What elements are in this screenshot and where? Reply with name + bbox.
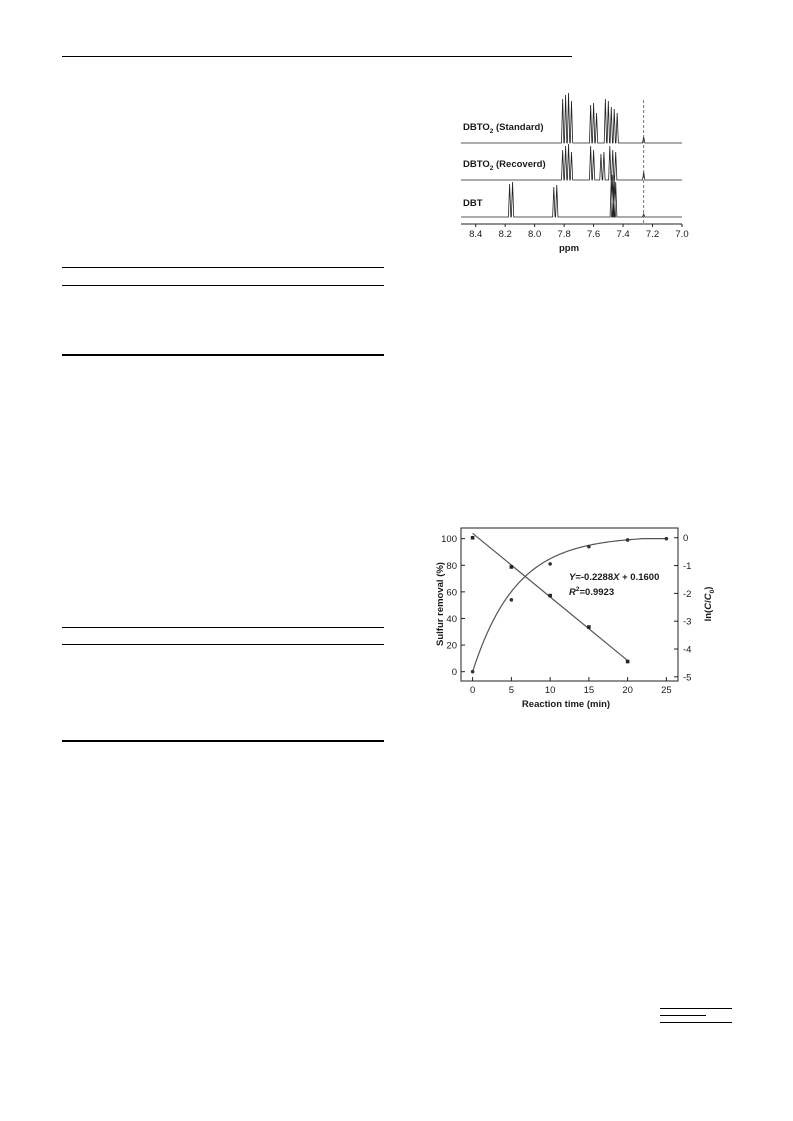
x-tick-label: 25 bbox=[661, 685, 672, 696]
y-right-tick-label: -1 bbox=[683, 561, 692, 573]
y-left-tick-label: 40 bbox=[446, 613, 457, 625]
x-tick-label: 20 bbox=[622, 685, 633, 696]
ln-point bbox=[626, 660, 630, 664]
x-tick-label: 10 bbox=[544, 685, 556, 696]
sulfur-removal-point bbox=[626, 538, 630, 542]
y-left-tick-label: 0 bbox=[451, 667, 457, 679]
y-right-tick-label: 0 bbox=[683, 533, 689, 545]
sulfur-removal-curve bbox=[473, 539, 667, 672]
nmr-tick-label: 8.4 bbox=[469, 229, 483, 240]
nmr-label-standard: $DBTO_2$ (Standard) bbox=[463, 122, 544, 135]
y-left-tick-label: 20 bbox=[446, 640, 457, 652]
x-tick-label: 15 bbox=[583, 685, 595, 696]
fit-equation: Y=-0.2288X + 0.1600 bbox=[569, 572, 660, 583]
y-right-tick-label: -3 bbox=[683, 616, 692, 628]
nmr-tick-label: 7.8 bbox=[557, 229, 571, 240]
nmr-tick-label: 8.0 bbox=[528, 229, 542, 240]
y-left-axis-label: Sulfur removal (%) bbox=[435, 562, 446, 646]
y-right-tick-label: -2 bbox=[683, 588, 692, 600]
nmr-tick-label: 7.6 bbox=[586, 229, 601, 240]
sulfur-removal-point bbox=[587, 545, 591, 549]
sulfur-removal-point bbox=[510, 598, 514, 602]
nmr-tick-label: 7.2 bbox=[645, 229, 660, 240]
y-right-tick-label: -5 bbox=[683, 672, 692, 684]
x-tick-label: 0 bbox=[469, 685, 476, 696]
y-left-tick-label: 60 bbox=[446, 587, 457, 599]
sulfur-removal-point bbox=[548, 562, 552, 566]
y-right-axis-label: $\ln(C/C_0)$ bbox=[703, 586, 716, 622]
ln-point bbox=[587, 625, 591, 629]
nmr-tick-label: 7.4 bbox=[616, 229, 630, 240]
x-tick-label: 5 bbox=[508, 685, 515, 696]
x-axis-label: Reaction time (min) bbox=[521, 699, 611, 710]
fit-r-squared: $R^2=0.9923$ bbox=[569, 586, 615, 598]
nmr-x-axis-label: ppm bbox=[558, 243, 580, 254]
nmr-label-dbt: DBT bbox=[463, 198, 483, 209]
sulfur-removal-point bbox=[665, 537, 669, 541]
ln-point bbox=[548, 594, 552, 598]
y-left-tick-label: 80 bbox=[446, 560, 457, 572]
nmr-tick-label: 7.0 bbox=[675, 229, 689, 240]
nmr-tick-label: 8.2 bbox=[498, 229, 512, 240]
chart-ticks bbox=[441, 533, 691, 696]
y-left-tick-label: 100 bbox=[441, 534, 457, 546]
ln-point bbox=[471, 536, 475, 540]
y-right-tick-label: -4 bbox=[683, 644, 692, 656]
ln-point bbox=[510, 565, 514, 569]
nmr-label-recovered: $DBTO_2$ (Recoverd) bbox=[463, 159, 546, 172]
chart-series bbox=[471, 533, 668, 673]
sulfur-removal-point bbox=[471, 670, 475, 674]
